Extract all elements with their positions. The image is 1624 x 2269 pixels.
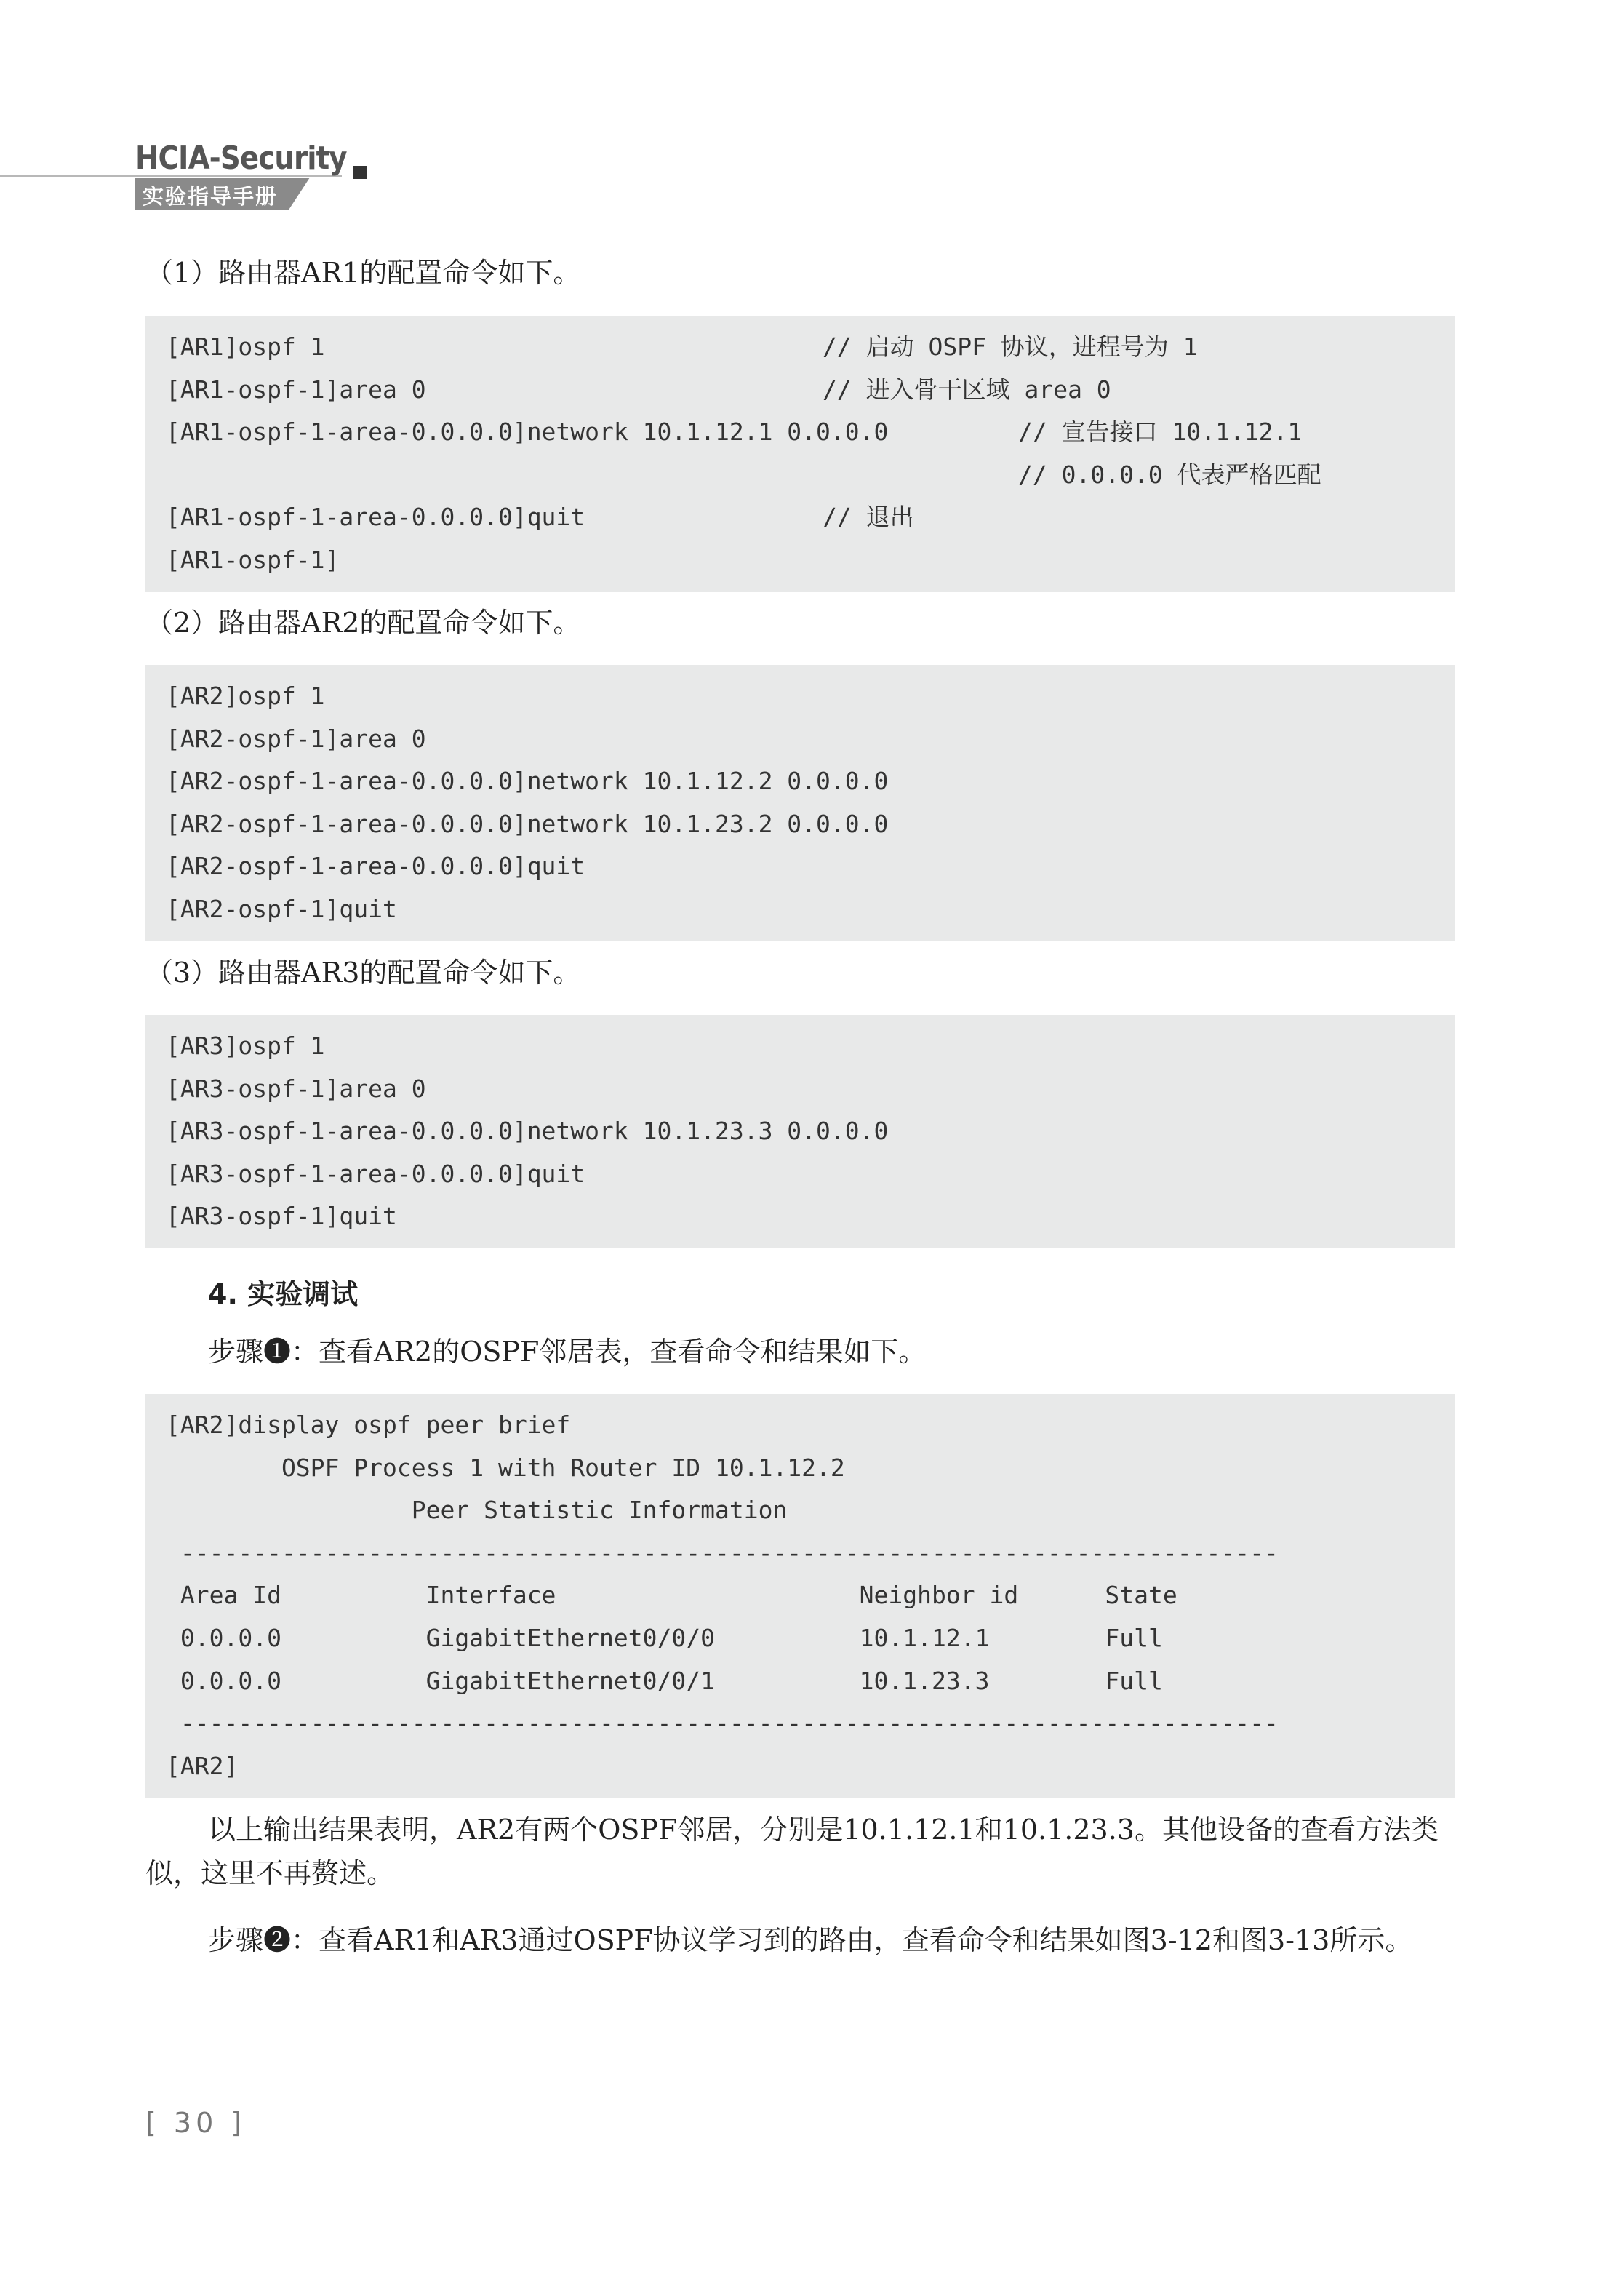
code-command: [AR1-ospf-1-area-0.0.0.0]network 10.1.12.1 0.0.0.0 [166, 418, 889, 447]
code-comment: // 启动 OSPF 协议，进程号为 1 [823, 332, 1198, 361]
page-number: [ 30 ] [145, 2107, 247, 2139]
code-line: [AR3-ospf-1-area-0.0.0.0]quit [166, 1159, 585, 1188]
book-subtitle: 实验指导手册 [143, 184, 279, 209]
code-line: 0.0.0.0 GigabitEthernet0/0/1 10.1.23.3 Full [166, 1666, 1163, 1695]
running-header [0, 131, 407, 211]
paragraph-ar2-intro: （2）路由器AR2的配置命令如下。 [145, 607, 581, 639]
header-square-marker [353, 166, 367, 179]
section-heading: 4. 实验调试 [208, 1278, 359, 1310]
code-line: ---------------------------------------------------------------------------- [166, 1709, 1279, 1738]
code-line: [AR2-ospf-1-area-0.0.0.0]quit [166, 852, 585, 881]
paragraph-result: 以上输出结果表明，AR2有两个OSPF邻居，分别是10.1.12.1和10.1.23.3。其他设备的查看方法类似，这里不再赘述。 [145, 1814, 1439, 1889]
code-line: [AR2-ospf-1-area-0.0.0.0]network 10.1.23.2 0.0.0.0 [166, 809, 889, 838]
code-line: [AR3-ospf-1]area 0 [166, 1074, 426, 1103]
code-line: [AR2-ospf-1-area-0.0.0.0]network 10.1.12.2 0.0.0.0 [166, 767, 889, 796]
paragraph-ar1-intro: （1）路由器AR1的配置命令如下。 [145, 257, 581, 289]
code-line: [AR2] [166, 1751, 239, 1780]
book-title: HCIA-Security [135, 140, 347, 177]
code-block-ar3 [145, 1015, 1455, 1248]
code-line: OSPF Process 1 with Router ID 10.1.12.2 [166, 1453, 845, 1482]
code-command: [AR1-ospf-1-area-0.0.0.0]quit [166, 503, 585, 532]
code-block-display-ospf [145, 1394, 1455, 1798]
code-comment: // 进入骨干区域 area 0 [823, 375, 1111, 404]
code-comment: // 退出 [823, 503, 914, 532]
code-line [166, 496, 1434, 539]
code-command: [AR1]ospf 1 [166, 332, 325, 361]
code-command: [AR1-ospf-1] [166, 545, 340, 574]
code-line: [AR2]ospf 1 [166, 682, 325, 710]
code-line [166, 326, 1434, 369]
code-line: [AR2-ospf-1]quit [166, 894, 397, 923]
code-comment: // 宣告接口 10.1.12.1 [1018, 418, 1303, 447]
code-line: [AR3]ospf 1 [166, 1032, 325, 1060]
code-line: [AR3-ospf-1]quit [166, 1202, 397, 1231]
code-line [166, 539, 1434, 582]
code-command: [AR1-ospf-1]area 0 [166, 375, 426, 404]
code-line: ---------------------------------------------------------------------------- [166, 1538, 1279, 1567]
code-block-ar1 [145, 316, 1455, 592]
code-line: Peer Statistic Information [166, 1496, 788, 1525]
code-line: Area Id Interface Neighbor id State [166, 1581, 1177, 1610]
paragraph-step1: 步骤❶：查看AR2的OSPF邻居表，查看命令和结果如下。 [208, 1336, 927, 1368]
code-comment: // 0.0.0.0 代表严格匹配 [1018, 460, 1321, 489]
code-line: 0.0.0.0 GigabitEthernet0/0/0 10.1.12.1 Full [166, 1623, 1163, 1652]
paragraph-step2: 步骤❷：查看AR1和AR3通过OSPF协议学习到的路由，查看命令和结果如图3-12和图3-13所示。 [208, 1924, 1413, 1956]
code-block-ar2 [145, 665, 1455, 941]
code-line: [AR2-ospf-1]area 0 [166, 724, 426, 753]
code-line [166, 411, 1434, 454]
paragraph-ar3-intro: （3）路由器AR3的配置命令如下。 [145, 957, 581, 989]
code-line [166, 454, 1434, 497]
code-line: [AR3-ospf-1-area-0.0.0.0]network 10.1.23.3 0.0.0.0 [166, 1117, 889, 1146]
code-line [166, 369, 1434, 412]
code-line: [AR2]display ospf peer brief [166, 1411, 571, 1439]
